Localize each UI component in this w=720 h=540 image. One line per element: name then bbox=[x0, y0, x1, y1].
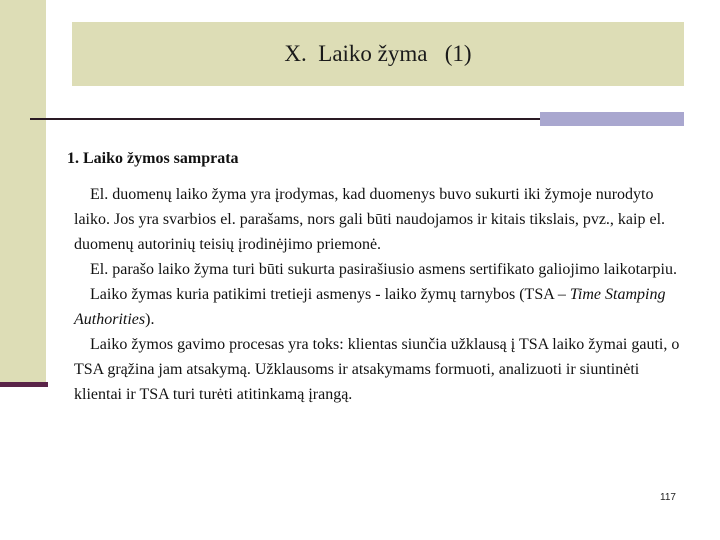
paragraph-definition: El. duomenų laiko žyma yra įrodymas, kad duomenys buvo sukurti iki žymoje nurodyto laiko. Jos yra svarbios el. parašams, nors gali būti naudojamos ir kitais tikslais, pvz., kaip el. duomenų autorinių teisių įrodinėjimo priemonė. bbox=[74, 186, 666, 253]
divider-accent-block bbox=[540, 112, 684, 126]
section-heading: 1. Laiko žymos samprata bbox=[67, 150, 239, 167]
left-decorative-bar bbox=[0, 0, 46, 382]
tsa-term-italic: Time Stamping Authorities bbox=[74, 286, 666, 328]
slide-body bbox=[74, 182, 680, 407]
paragraph-process: Laiko žymos gavimo procesas yra toks: klientas siunčia užklausą į TSA laiko žymai gauti, o TSA grąžina jam atsakymą. Užklausoms ir atsakymams formuoti, analizuoti ir siuntinėti klientai ir TSA turi turėti atitinkamą įrangą. bbox=[74, 336, 680, 403]
paragraph-tsa-text: Laiko žymas kuria patikimi tretieji asmenys - laiko žymų tarnybos (TSA – bbox=[90, 286, 570, 303]
left-accent-stripe bbox=[0, 382, 48, 387]
paragraph-signature-timestamp: El. parašo laiko žyma turi būti sukurta pasirašiusio asmens sertifikato galiojimo laikotarpiu. bbox=[90, 261, 677, 278]
slide-title: X. Laiko žyma (1) bbox=[284, 41, 472, 66]
title-banner bbox=[72, 22, 684, 86]
page-number: 117 bbox=[660, 492, 676, 503]
paragraph-tsa-end: ). bbox=[145, 311, 155, 328]
paragraph-tsa bbox=[74, 282, 680, 332]
